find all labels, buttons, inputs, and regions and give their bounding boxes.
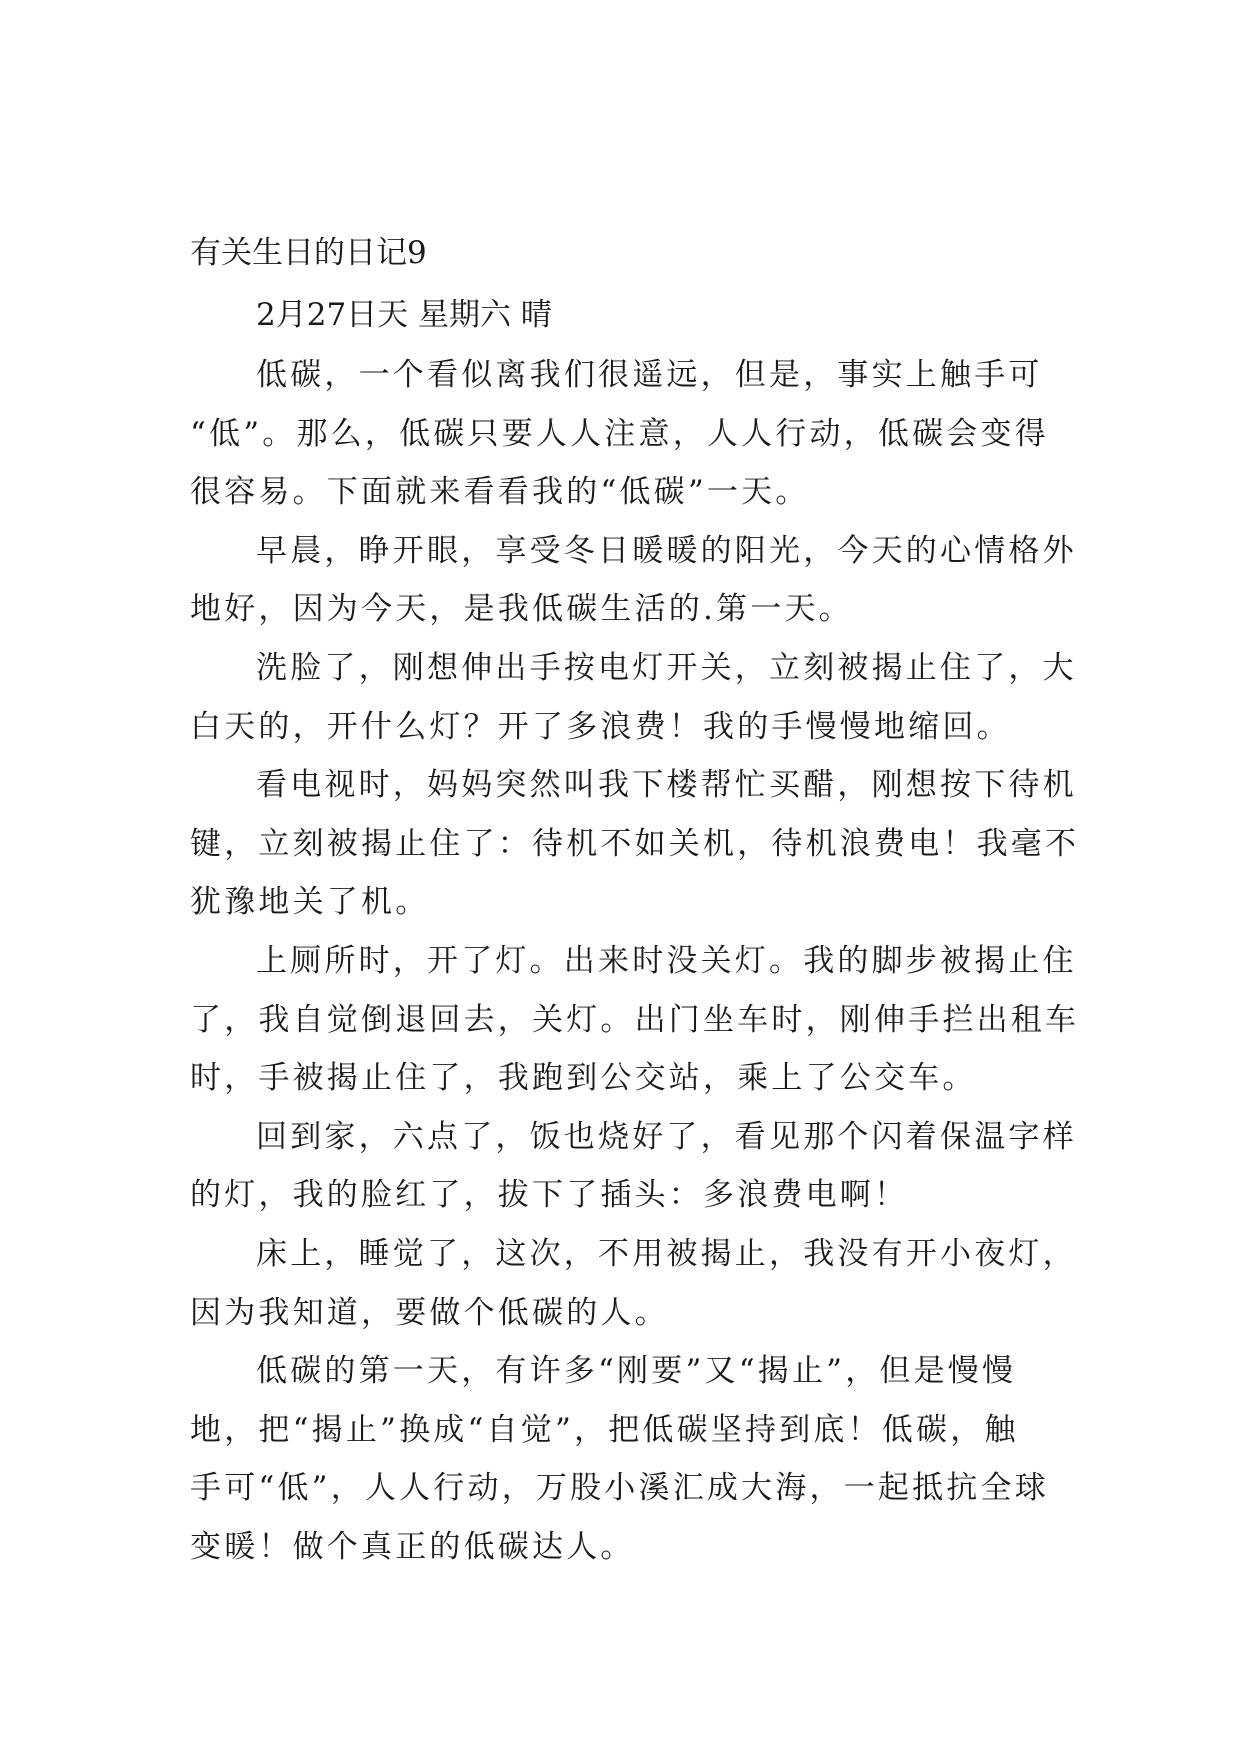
paragraph-line: 地好，因为今天，是我低碳生活的.第一天。 bbox=[190, 591, 853, 628]
paragraph-line: 手可“低”，人人行动，万股小溪汇成大海，一起抵抗全球 bbox=[190, 1470, 1049, 1507]
diary-paragraph bbox=[190, 1342, 1058, 1576]
paragraph-line: 洗脸了，刚想伸出手按电灯开关，立刻被揭止住了，大 bbox=[256, 649, 1077, 686]
paragraph-line: 地，把“揭止”换成“自觉”，把低碳坚持到底！低碳，触 bbox=[190, 1411, 1019, 1448]
paragraph-line: 上厕所时，开了灯。出来时没关灯。我的脚步被揭止住 bbox=[256, 942, 1077, 979]
diary-body bbox=[190, 346, 1080, 1576]
paragraph-line: 白天的，开什么灯？开了多浪费！我的手慢慢地缩回。 bbox=[190, 708, 1011, 745]
diary-paragraph bbox=[190, 756, 1080, 932]
paragraph-line: 回到家，六点了，饭也烧好了，看见那个闪着保温字样 bbox=[256, 1118, 1077, 1155]
paragraph-line: 看电视时，妈妈突然叫我下楼帮忙买醋，刚想按下待机 bbox=[256, 767, 1077, 804]
paragraph-line: 因为我知道，要做个低碳的人。 bbox=[190, 1294, 669, 1331]
paragraph-line: 变暖！做个真正的低碳达人。 bbox=[190, 1528, 635, 1565]
diary-paragraph bbox=[190, 1108, 1077, 1225]
date-line: 2月27日天 星期六 晴 bbox=[256, 297, 552, 333]
diary-paragraph bbox=[190, 639, 1077, 756]
paragraph-line: 犹豫地关了机。 bbox=[190, 884, 430, 921]
paragraph-line: 低碳的第一天，有许多“刚要”又“揭止”，但是慢慢 bbox=[256, 1353, 1017, 1390]
paragraph-line: 床上，睡觉了，这次，不用被揭止，我没有开小夜灯， bbox=[256, 1235, 1077, 1272]
diary-paragraph bbox=[190, 1225, 1077, 1342]
paragraph-line: 低碳，一个看似离我们很遥远，但是，事实上触手可 bbox=[256, 357, 1043, 393]
paragraph-line: 键，立刻被揭止住了：待机不如关机，待机浪费电！我毫不 bbox=[190, 825, 1080, 862]
paragraph-line: 早晨，睁开眼，享受冬日暖暖的阳光，今天的心情格外 bbox=[256, 532, 1077, 569]
diary-paragraph bbox=[190, 932, 1080, 1108]
paragraph-line: 的灯，我的脸红了，拔下了插头：多浪费电啊！ bbox=[190, 1177, 909, 1214]
paragraph-line: 了，我自觉倒退回去，关灯。出门坐车时，刚伸手拦出租车 bbox=[190, 1001, 1080, 1038]
document-page bbox=[190, 222, 1080, 1576]
diary-paragraph bbox=[190, 346, 1058, 522]
paragraph-line: “低”。那么，低碳只要人人注意，人人行动，低碳会变得 bbox=[190, 415, 1049, 452]
document-title: 有关生日的日记9 bbox=[190, 235, 427, 271]
paragraph-line: 时，手被揭止住了，我跑到公交站，乘上了公交车。 bbox=[190, 1060, 977, 1097]
diary-paragraph bbox=[190, 522, 1077, 639]
paragraph-line: 很容易。下面就来看看我的“低碳”一天。 bbox=[190, 474, 810, 511]
